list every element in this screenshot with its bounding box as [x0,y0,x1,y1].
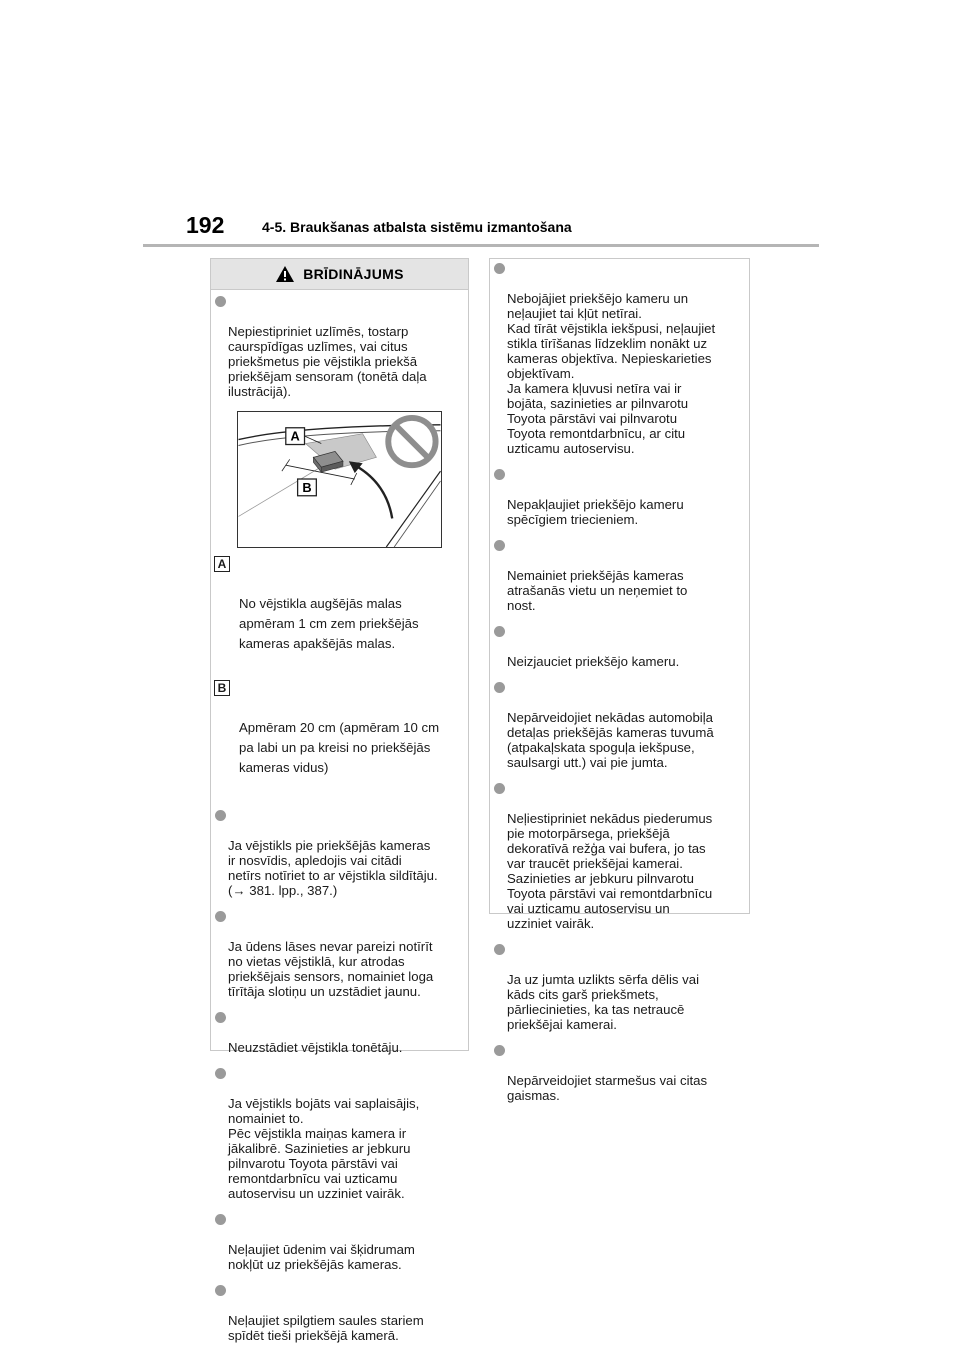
page-number: 192 [186,212,225,238]
callout-a [211,554,462,674]
warning-list-right [490,259,749,1103]
header-rule [143,244,819,247]
list-item [490,538,743,613]
camera-placement-illustration [237,411,442,548]
callout-text: No vējstikla augšējās malas apmēram 1 cm zem priekšējās kameras apakšējās malas. [239,596,419,651]
warning-header [211,259,468,290]
bullet-dot-icon [215,1285,226,1296]
list-item-text: Nepārveidojiet nekādas automobiļa detaļas priekšējās kameras tuvumā (atpakaļskata spoguļa iekšpuse, saulsargi utt.) vai pie jumta. [507,710,714,770]
list-item [211,1066,462,1201]
warning-title: BRĪDINĀJUMS [303,266,404,282]
list-item [211,294,462,399]
callout-b [211,678,462,798]
list-item-text: Neuzstādiet vējstikla tonētāju. [228,1040,403,1055]
list-item-text: Ja vējstikls pie priekšējās kameras ir nosvīdis, apledojis vai citādi netīrs notīriet to ar vējstikla sildītāju. (→ 381. lpp., 387.) [228,838,438,898]
callout-marker-a: A [214,556,230,572]
bullet-dot-icon [215,911,226,922]
list-item [490,1043,743,1103]
list-item [211,808,462,898]
list-item-text: Neļaujiet ūdenim vai šķidrumam nokļūt uz priekšējās kameras. [228,1242,415,1272]
bullet-dot-icon [494,626,505,637]
bullet-dot-icon [494,944,505,955]
list-item-text: Nepārveidojiet starmešus vai citas gaismas. [507,1073,708,1103]
warning-triangle-icon [275,265,295,283]
list-item [490,261,743,456]
list-item [490,624,743,669]
list-item-text: Ja ūdens lāses nevar pareizi notīrīt no vietas vējstiklā, kur atrodas priekšējais sensors, nomainiet loga tīrītāja slotiņu un uzstādiet jaunu. [228,939,434,999]
bullet-dot-icon [494,469,505,480]
list-item [490,680,743,770]
callout-text: Apmēram 20 cm (apmēram 10 cm pa labi un pa kreisi no priekšējās kameras vidus) [239,720,440,775]
list-item [490,942,743,1032]
list-item-text: Ja uz jumta uzlikts sērfa dēlis vai kāds cits garš priekšmets, pārliecinieties, ka tas netraucē priekšējai kamerai. [507,972,700,1032]
bullet-dot-icon [494,682,505,693]
bullet-dot-icon [494,783,505,794]
illustration-label-a: A [290,428,300,444]
list-item-text: Nepiestipriniet uzlīmēs, tostarp caurspīdīgas uzlīmes, vai citus priekšmetus pie vējstikla priekšā priekšējam sensoram (tonētā daļa ilustrācijā). [228,324,427,399]
bullet-dot-icon [215,296,226,307]
bullet-dot-icon [215,810,226,821]
list-item-text: Nebojājiet priekšējo kameru un neļaujiet tai kļūt netīrai. Kad tīrāt vējstikla iekšpusi, neļaujiet stikla tīrīšanas līdzeklim nonākt uz kameras objektīva. Nepieskarieties objektīvam. Ja kamera kļuvusi netīra vai ir bojāta, sazinieties ar pilnvarotu Toyota pārstāvi vai pilnvarotu Toyota remontdarbnīcu, ar citu uzticamu autoservisu. [507,291,716,456]
prohibition-icon [388,418,435,465]
list-item [211,1010,462,1055]
bullet-dot-icon [215,1214,226,1225]
section-title: 4-5. Braukšanas atbalsta sistēmu izmantošana [262,219,572,235]
list-item-text: Neizjauciet priekšējo kameru. [507,654,680,669]
callout-marker-b: B [214,680,230,696]
bullet-dot-icon [494,263,505,274]
list-item-text: Neļiestipriniet nekādus piederumus pie motorpārsega, priekšējā dekoratīvā režģa vai bufera, jo tas var traucēt priekšējai kamerai. Sazinieties ar jebkuru pilnvarotu Toyota pārstāvi vai remontdarbnīcu vai uzticamu autoservisu un uzziniet vairāk. [507,811,713,931]
bullet-dot-icon [215,1068,226,1079]
callout-list [211,554,462,798]
list-item-text: Nemainiet priekšējās kameras atrašanās vietu un neņemiet to nost. [507,568,688,613]
illustration-label-b: B [302,479,312,495]
list-item [211,1283,462,1343]
list-item-text: Nepakļaujiet priekšējo kameru spēcīgiem triecieniem. [507,497,684,527]
list-item [490,781,743,931]
list-item [211,1212,462,1272]
bullet-dot-icon [215,1012,226,1023]
bullet-dot-icon [494,540,505,551]
list-item-text: Ja vējstikls bojāts vai saplaisājis, nomainiet to. Pēc vējstikla maiņas kamera ir jākalibrē. Sazinieties ar jebkuru pilnvarotu Toyota pārstāvi vai remontdarbnīcu vai uzticamu autoservisu un uzziniet vairāk. [228,1096,420,1201]
warning-list-left [211,290,468,1343]
warning-box-left [210,258,469,1343]
bullet-dot-icon [494,1045,505,1056]
list-item-text: Neļaujiet spilgtiem saules stariem spīdēt tieši priekšējā kamerā. [228,1313,424,1343]
list-item [211,909,462,999]
warning-box-right [489,258,750,1103]
list-item [490,467,743,527]
